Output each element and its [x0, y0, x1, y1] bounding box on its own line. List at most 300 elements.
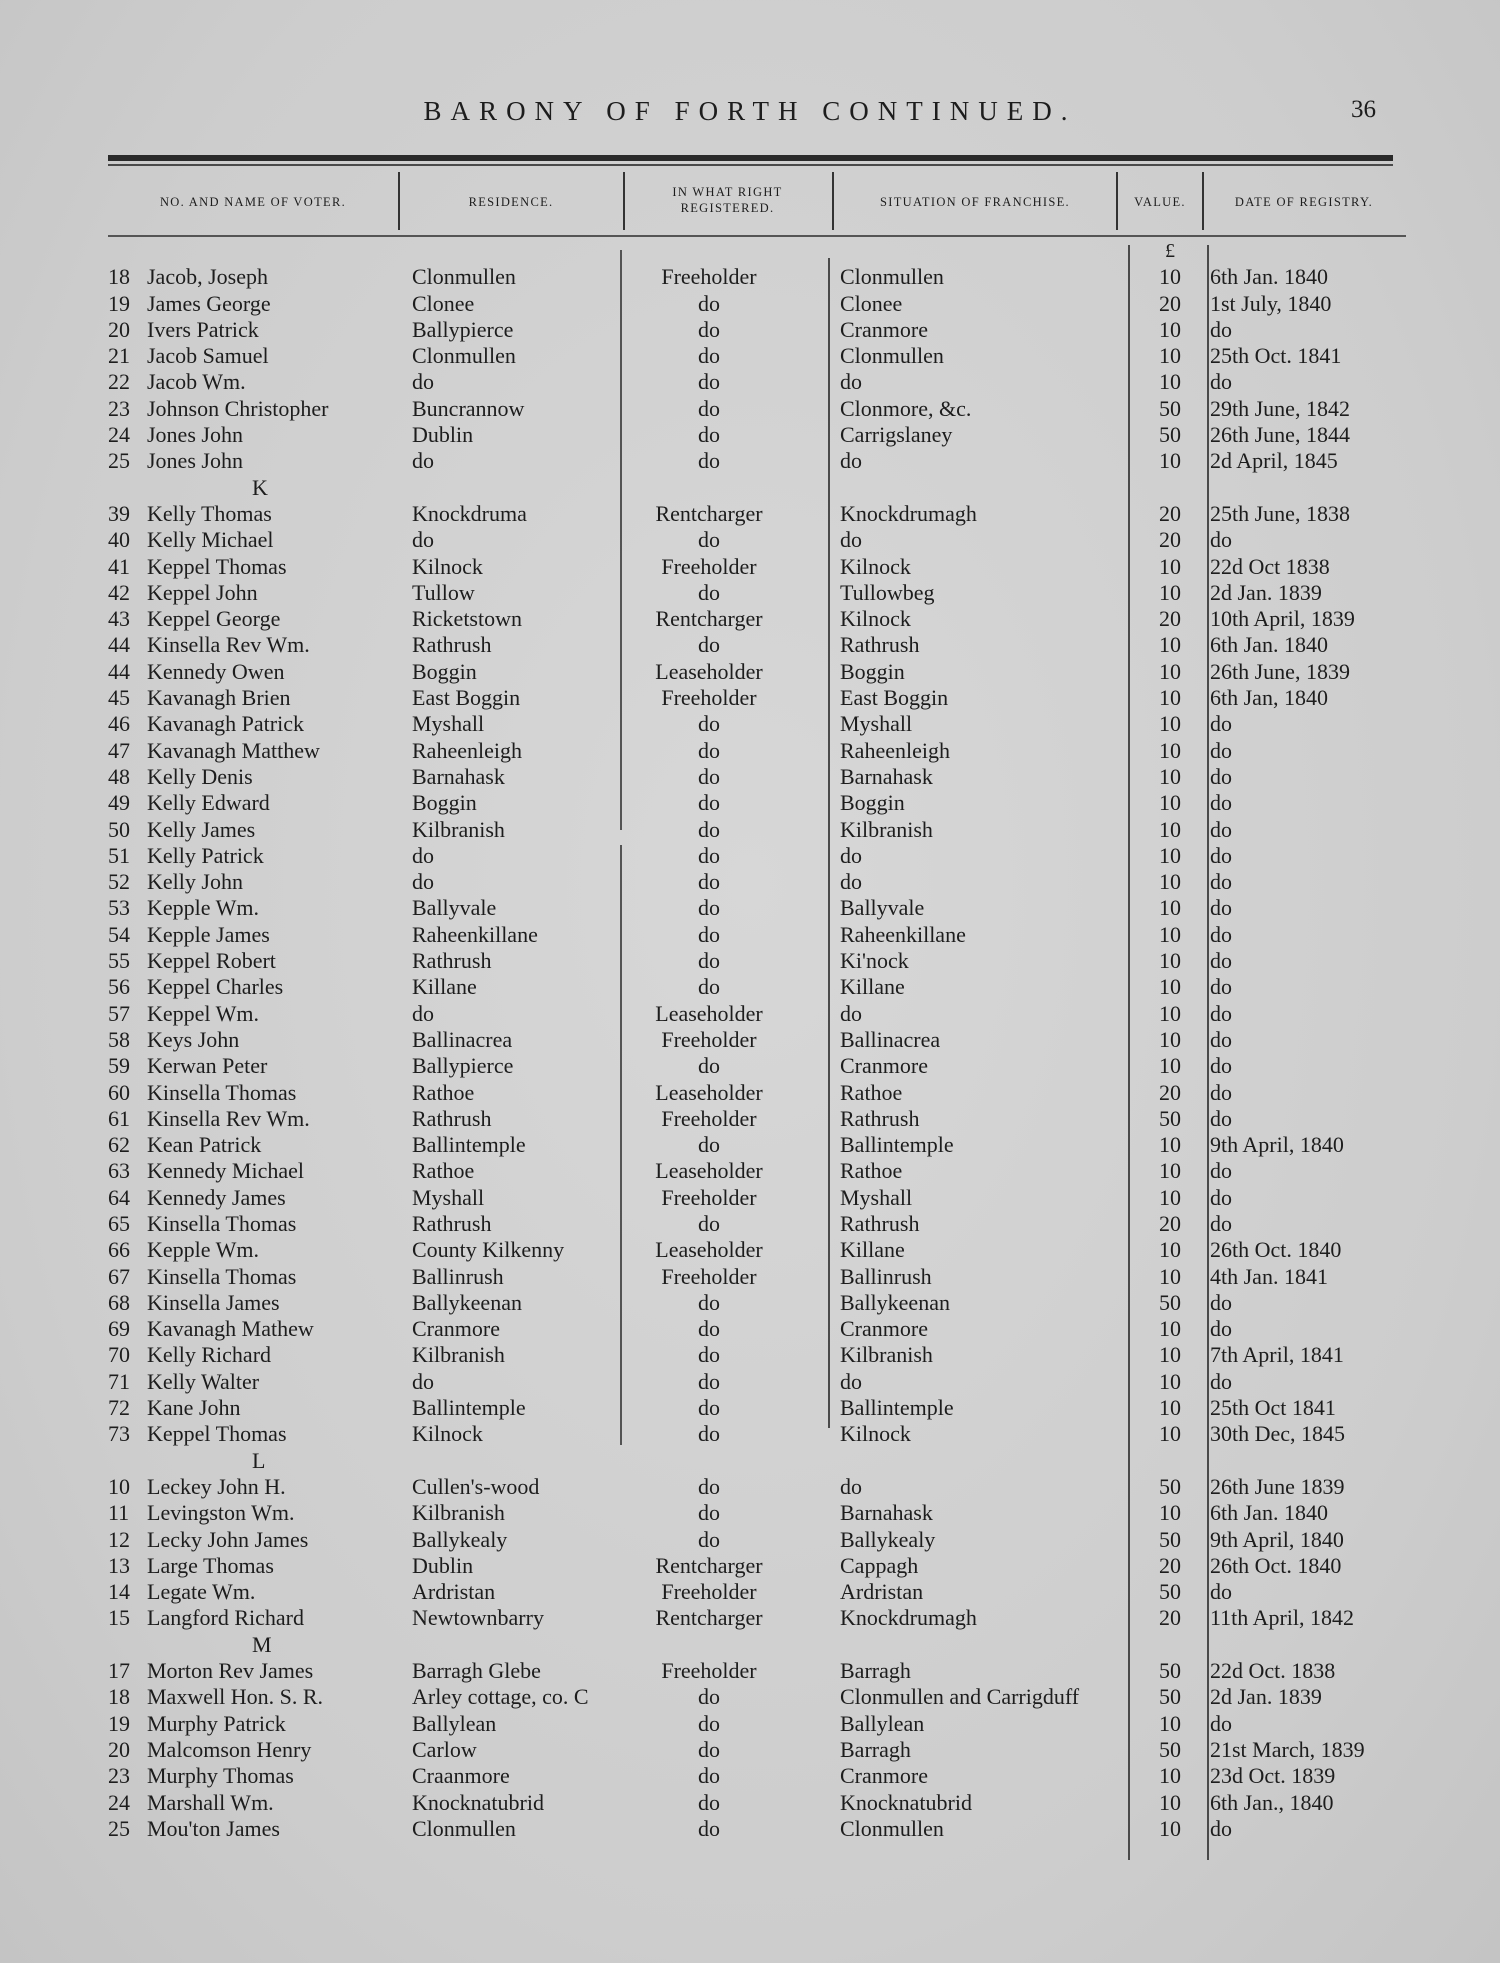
- table-row: [0, 343, 1500, 369]
- table-row: [0, 606, 1500, 632]
- voter-number: 58: [108, 1026, 130, 1052]
- franchise-situation-cell: Carrigslaney: [840, 422, 953, 448]
- value-cell: 50: [1159, 1526, 1181, 1552]
- voter-number: 68: [108, 1289, 130, 1315]
- table-row: [0, 1395, 1500, 1421]
- voter-number: 10: [108, 1473, 130, 1499]
- voter-name: Keppel Thomas: [147, 553, 287, 579]
- voter-number: 65: [108, 1210, 130, 1236]
- registry-date-cell: 26th June, 1839: [1210, 658, 1350, 684]
- franchise-situation-cell: Ballykeenan: [840, 1289, 950, 1315]
- value-cell: 50: [1159, 1736, 1181, 1762]
- right-registered-cell: do: [698, 842, 720, 868]
- running-title: BARONY OF FORTH CONTINUED.: [423, 96, 1077, 126]
- residence-cell: Raheenleigh: [412, 737, 522, 763]
- residence-cell: Ballypierce: [412, 1053, 514, 1079]
- franchise-situation-cell: do: [840, 869, 862, 895]
- residence-cell: Clonee: [412, 290, 475, 316]
- franchise-situation-cell: do: [840, 842, 862, 868]
- table-row: [0, 317, 1500, 343]
- franchise-situation-cell: Knockdrumagh: [840, 500, 977, 526]
- franchise-situation-cell: Boggin: [840, 658, 905, 684]
- voter-number: 69: [108, 1316, 130, 1342]
- voter-number: 50: [108, 816, 130, 842]
- residence-cell: Buncrannow: [412, 395, 525, 421]
- table-row: [0, 685, 1500, 711]
- right-registered-cell: do: [698, 711, 720, 737]
- residence-cell: East Boggin: [412, 685, 521, 711]
- franchise-situation-cell: do: [840, 527, 862, 553]
- residence-cell: Tullow: [412, 579, 475, 605]
- table-row: [0, 1474, 1500, 1500]
- value-cell: 50: [1159, 422, 1181, 448]
- franchise-situation-cell: Ballintemple: [840, 1395, 954, 1421]
- franchise-situation-cell: Ballinacrea: [840, 1026, 941, 1052]
- header-divider: [1116, 172, 1118, 230]
- voter-name: Keppel George: [147, 606, 281, 632]
- residence-cell: do: [412, 842, 434, 868]
- right-registered-cell: do: [698, 921, 720, 947]
- column-headers: [0, 172, 1500, 234]
- residence-cell: Ardristan: [412, 1579, 496, 1605]
- franchise-situation-cell: Ki'nock: [840, 948, 909, 974]
- right-registered-cell: do: [698, 369, 720, 395]
- value-cell: 10: [1159, 711, 1181, 737]
- franchise-situation-cell: Myshall: [840, 1184, 913, 1210]
- registry-date-cell: do: [1210, 974, 1232, 1000]
- right-registered-cell: Freeholder: [661, 1579, 757, 1605]
- right-registered-cell: do: [698, 422, 720, 448]
- right-registered-cell: Leaseholder: [655, 1079, 763, 1105]
- registry-date-cell: do: [1210, 1053, 1232, 1079]
- value-cell: 10: [1159, 1263, 1181, 1289]
- voter-number: 24: [108, 1789, 130, 1815]
- voter-name: Leckey John H.: [147, 1473, 286, 1499]
- table-row: [0, 922, 1500, 948]
- table-row: [0, 1421, 1500, 1447]
- voter-name: Kelly John: [147, 869, 243, 895]
- voter-name: Jones John: [147, 422, 243, 448]
- value-cell: 10: [1159, 658, 1181, 684]
- table-row: [0, 1527, 1500, 1553]
- franchise-situation-cell: do: [840, 1368, 862, 1394]
- voter-name: Kepple James: [147, 921, 270, 947]
- voter-number: 15: [108, 1605, 130, 1631]
- table-row: [0, 1080, 1500, 1106]
- registry-date-cell: do: [1210, 790, 1232, 816]
- value-cell: 10: [1159, 1184, 1181, 1210]
- voter-number: 23: [108, 1763, 130, 1789]
- voter-name: Kennedy Owen: [147, 658, 285, 684]
- residence-cell: Kilnock: [412, 1421, 483, 1447]
- registry-date-cell: 10th April, 1839: [1210, 606, 1355, 632]
- residence-cell: Ballinrush: [412, 1263, 504, 1289]
- voter-name: Keppel Wm.: [147, 1000, 260, 1026]
- residence-cell: Myshall: [412, 1184, 485, 1210]
- header-situation: SITUATION OF FRANCHISE.: [880, 195, 1070, 209]
- voter-number: 13: [108, 1552, 130, 1578]
- franchise-situation-cell: Rathrush: [840, 632, 920, 658]
- value-cell: 10: [1159, 1342, 1181, 1368]
- table-row: [0, 1001, 1500, 1027]
- registry-date-cell: 23d Oct. 1839: [1210, 1763, 1336, 1789]
- section-letter: M: [252, 1631, 272, 1657]
- voter-number: 44: [108, 658, 130, 684]
- value-cell: 10: [1159, 1815, 1181, 1841]
- header-divider: [1202, 172, 1204, 230]
- section-letter: K: [252, 474, 268, 500]
- residence-cell: Rathrush: [412, 632, 492, 658]
- right-registered-cell: do: [698, 632, 720, 658]
- voter-name: Kavanagh Patrick: [147, 711, 304, 737]
- right-registered-cell: Freeholder: [661, 1658, 757, 1684]
- voter-number: 20: [108, 316, 130, 342]
- value-cell: 10: [1159, 737, 1181, 763]
- header-divider: [623, 172, 625, 230]
- residence-cell: Ballylean: [412, 1710, 497, 1736]
- residence-cell: County Kilkenny: [412, 1237, 565, 1263]
- franchise-situation-cell: Clonmullen: [840, 264, 944, 290]
- registry-date-cell: do: [1210, 1316, 1232, 1342]
- table-row: [0, 869, 1500, 895]
- residence-cell: Kilbranish: [412, 1500, 505, 1526]
- voter-number: 62: [108, 1132, 130, 1158]
- header-no-and-name: NO. AND NAME OF VOTER.: [159, 195, 346, 209]
- voter-number: 72: [108, 1395, 130, 1421]
- registry-date-cell: do: [1210, 1815, 1232, 1841]
- franchise-situation-cell: East Boggin: [840, 685, 949, 711]
- residence-cell: Kilbranish: [412, 816, 505, 842]
- right-registered-cell: do: [698, 1473, 720, 1499]
- franchise-situation-cell: Cranmore: [840, 316, 928, 342]
- registry-date-cell: 6th Jan., 1840: [1210, 1789, 1334, 1815]
- franchise-situation-cell: Barragh: [840, 1736, 911, 1762]
- voter-number: 19: [108, 1710, 130, 1736]
- residence-cell: Ballykeenan: [412, 1289, 522, 1315]
- right-registered-cell: do: [698, 290, 720, 316]
- table-row: [0, 291, 1500, 317]
- voter-number: 40: [108, 527, 130, 553]
- value-cell: 10: [1159, 685, 1181, 711]
- registry-date-cell: 9th April, 1840: [1210, 1132, 1344, 1158]
- value-cell: 10: [1159, 1026, 1181, 1052]
- franchise-situation-cell: Knockdrumagh: [840, 1605, 977, 1631]
- value-cell: 10: [1159, 869, 1181, 895]
- franchise-situation-cell: Clonee: [840, 290, 903, 316]
- residence-cell: do: [412, 1000, 434, 1026]
- voter-number: 55: [108, 948, 130, 974]
- value-cell: 10: [1159, 369, 1181, 395]
- registry-date-cell: 7th April, 1841: [1210, 1342, 1344, 1368]
- voter-number: 25: [108, 1815, 130, 1841]
- franchise-situation-cell: Kilnock: [840, 553, 911, 579]
- voter-table: [0, 238, 1500, 1842]
- voter-name: Kelly Richard: [147, 1342, 272, 1368]
- right-registered-cell: do: [698, 1736, 720, 1762]
- right-registered-cell: do: [698, 343, 720, 369]
- registry-date-cell: do: [1210, 921, 1232, 947]
- residence-cell: Arley cottage, co. C: [412, 1684, 589, 1710]
- franchise-situation-cell: Clonmore, &c.: [840, 395, 972, 421]
- right-registered-cell: do: [698, 763, 720, 789]
- voter-name: Morton Rev James: [147, 1658, 314, 1684]
- residence-cell: Barragh Glebe: [412, 1658, 541, 1684]
- value-cell: 10: [1159, 948, 1181, 974]
- registry-date-cell: do: [1210, 369, 1232, 395]
- table-row: [0, 1684, 1500, 1710]
- voter-name: Jones John: [147, 448, 243, 474]
- value-cell: 10: [1159, 579, 1181, 605]
- voter-number: 52: [108, 869, 130, 895]
- voter-number: 51: [108, 842, 130, 868]
- franchise-situation-cell: Boggin: [840, 790, 905, 816]
- voter-number: 53: [108, 895, 130, 921]
- residence-cell: Clonmullen: [412, 264, 516, 290]
- registry-date-cell: 26th Oct. 1840: [1210, 1552, 1342, 1578]
- right-registered-cell: do: [698, 395, 720, 421]
- value-cell: 10: [1159, 1395, 1181, 1421]
- table-row: [0, 264, 1500, 290]
- table-row: [0, 1264, 1500, 1290]
- registry-date-cell: 26th Oct. 1840: [1210, 1237, 1342, 1263]
- registry-date-cell: 26th June 1839: [1210, 1473, 1345, 1499]
- registry-date-cell: 9th April, 1840: [1210, 1526, 1344, 1552]
- registry-date-cell: 21st March, 1839: [1210, 1736, 1365, 1762]
- value-cell: 10: [1159, 1316, 1181, 1342]
- header-value: VALUE.: [1134, 195, 1186, 209]
- table-row: [0, 764, 1500, 790]
- voter-number: 19: [108, 290, 130, 316]
- registry-date-cell: 6th Jan. 1840: [1210, 264, 1328, 290]
- table-row: [0, 396, 1500, 422]
- voter-name: Kean Patrick: [147, 1132, 262, 1158]
- residence-cell: Dublin: [412, 1552, 474, 1578]
- value-cell: 10: [1159, 763, 1181, 789]
- table-row: [0, 974, 1500, 1000]
- value-cell: 50: [1159, 1658, 1181, 1684]
- column-header-rule: [108, 235, 1406, 237]
- voter-name: Keppel Robert: [147, 948, 276, 974]
- residence-cell: Newtownbarry: [412, 1605, 544, 1631]
- registry-date-cell: 25th June, 1838: [1210, 500, 1350, 526]
- right-registered-cell: do: [698, 790, 720, 816]
- table-row: [0, 580, 1500, 606]
- voter-number: 25: [108, 448, 130, 474]
- voter-number: 17: [108, 1658, 130, 1684]
- value-cell: 50: [1159, 1473, 1181, 1499]
- franchise-situation-cell: do: [840, 369, 862, 395]
- table-row: [0, 1658, 1500, 1684]
- registry-date-cell: do: [1210, 1184, 1232, 1210]
- registry-date-cell: do: [1210, 527, 1232, 553]
- section-heading: [0, 1448, 1500, 1474]
- table-row: [0, 1027, 1500, 1053]
- header-date: DATE OF REGISTRY.: [1234, 195, 1374, 209]
- right-registered-cell: do: [698, 448, 720, 474]
- right-registered-cell: Rentcharger: [655, 500, 763, 526]
- running-head: [0, 92, 1500, 132]
- right-registered-cell: Freeholder: [661, 1263, 757, 1289]
- voter-number: 70: [108, 1342, 130, 1368]
- right-registered-cell: do: [698, 869, 720, 895]
- value-cell: 10: [1159, 1763, 1181, 1789]
- right-registered-cell: Leaseholder: [655, 1237, 763, 1263]
- registry-date-cell: 26th June, 1844: [1210, 422, 1350, 448]
- voter-number: 54: [108, 921, 130, 947]
- voter-name: Large Thomas: [147, 1552, 274, 1578]
- voter-name: Lecky John James: [147, 1526, 309, 1552]
- right-registered-cell: do: [698, 895, 720, 921]
- right-registered-cell: do: [698, 1684, 720, 1710]
- voter-name: Kavanagh Mathew: [147, 1316, 314, 1342]
- table-row: [0, 1790, 1500, 1816]
- voter-number: 61: [108, 1105, 130, 1131]
- value-cell: 10: [1159, 343, 1181, 369]
- voter-number: 20: [108, 1736, 130, 1762]
- right-registered-cell: do: [698, 1500, 720, 1526]
- residence-cell: Clonmullen: [412, 343, 516, 369]
- franchise-situation-cell: Kilbranish: [840, 816, 933, 842]
- value-unit: £: [1165, 240, 1175, 262]
- registry-date-cell: 2d Jan. 1839: [1210, 579, 1322, 605]
- header-right-line2: REGISTERED.: [680, 201, 775, 215]
- registry-date-cell: do: [1210, 1368, 1232, 1394]
- value-cell: 10: [1159, 632, 1181, 658]
- value-cell: 20: [1159, 606, 1181, 632]
- voter-name: Keppel Thomas: [147, 1421, 287, 1447]
- franchise-situation-cell: Clonmullen: [840, 1815, 944, 1841]
- right-registered-cell: do: [698, 1763, 720, 1789]
- voter-number: 56: [108, 974, 130, 1000]
- table-row: [0, 1342, 1500, 1368]
- value-cell: 10: [1159, 1132, 1181, 1158]
- voter-name: Kelly Patrick: [147, 842, 264, 868]
- residence-cell: Myshall: [412, 711, 485, 737]
- right-registered-cell: Freeholder: [661, 264, 757, 290]
- residence-cell: Rathrush: [412, 1210, 492, 1236]
- franchise-situation-cell: Rathoe: [840, 1079, 903, 1105]
- value-cell: 10: [1159, 1237, 1181, 1263]
- table-row: [0, 659, 1500, 685]
- voter-name: Jacob Wm.: [147, 369, 246, 395]
- residence-cell: Rathoe: [412, 1158, 475, 1184]
- residence-cell: Boggin: [412, 790, 477, 816]
- right-registered-cell: Rentcharger: [655, 1605, 763, 1631]
- header-divider: [832, 172, 834, 230]
- voter-name: Kelly Walter: [147, 1368, 260, 1394]
- voter-number: 45: [108, 685, 130, 711]
- right-registered-cell: do: [698, 527, 720, 553]
- value-cell: 10: [1159, 921, 1181, 947]
- right-registered-cell: Leaseholder: [655, 658, 763, 684]
- value-cell: 10: [1159, 553, 1181, 579]
- value-cell: 10: [1159, 974, 1181, 1000]
- voter-name: Levingston Wm.: [147, 1500, 295, 1526]
- residence-cell: do: [412, 448, 434, 474]
- residence-cell: Kilbranish: [412, 1342, 505, 1368]
- table-row: [0, 1211, 1500, 1237]
- right-registered-cell: do: [698, 1053, 720, 1079]
- voter-name: Mou'ton James: [147, 1815, 280, 1841]
- table-row: [0, 843, 1500, 869]
- residence-cell: Killane: [412, 974, 477, 1000]
- voter-name: Legate Wm.: [147, 1579, 256, 1605]
- value-unit-row: [0, 238, 1500, 264]
- residence-cell: Ricketstown: [412, 606, 522, 632]
- franchise-situation-cell: Tullowbeg: [840, 579, 935, 605]
- franchise-situation-cell: do: [840, 1473, 862, 1499]
- table-row: [0, 1763, 1500, 1789]
- residence-cell: Ballintemple: [412, 1132, 526, 1158]
- voter-number: 73: [108, 1421, 130, 1447]
- table-row: [0, 895, 1500, 921]
- registry-date-cell: do: [1210, 948, 1232, 974]
- right-registered-cell: do: [698, 1342, 720, 1368]
- registry-date-cell: 1st July, 1840: [1210, 290, 1332, 316]
- registry-date-cell: do: [1210, 737, 1232, 763]
- franchise-situation-cell: Cranmore: [840, 1053, 928, 1079]
- table-row: [0, 790, 1500, 816]
- table-row: [0, 1369, 1500, 1395]
- table-row: [0, 817, 1500, 843]
- voter-number: 64: [108, 1184, 130, 1210]
- registry-date-cell: do: [1210, 895, 1232, 921]
- voter-name: Kinsella Thomas: [147, 1263, 297, 1289]
- franchise-situation-cell: do: [840, 448, 862, 474]
- right-registered-cell: Rentcharger: [655, 606, 763, 632]
- table-row: [0, 1737, 1500, 1763]
- value-cell: 50: [1159, 1579, 1181, 1605]
- value-cell: 10: [1159, 1421, 1181, 1447]
- voter-number: 60: [108, 1079, 130, 1105]
- franchise-situation-cell: Killane: [840, 974, 905, 1000]
- voter-number: 41: [108, 553, 130, 579]
- voter-number: 66: [108, 1237, 130, 1263]
- franchise-situation-cell: Raheenkillane: [840, 921, 966, 947]
- table-row: [0, 1711, 1500, 1737]
- residence-cell: Knocknatubrid: [412, 1789, 544, 1815]
- voter-number: 22: [108, 369, 130, 395]
- table-row: [0, 1106, 1500, 1132]
- residence-cell: Ballykealy: [412, 1526, 508, 1552]
- value-cell: 20: [1159, 1552, 1181, 1578]
- franchise-situation-cell: Raheenleigh: [840, 737, 950, 763]
- value-cell: 10: [1159, 316, 1181, 342]
- voter-name: Marshall Wm.: [147, 1789, 274, 1815]
- registry-date-cell: do: [1210, 1210, 1232, 1236]
- table-row: [0, 1316, 1500, 1342]
- registry-date-cell: do: [1210, 1289, 1232, 1315]
- voter-number: 21: [108, 343, 130, 369]
- table-row: [0, 1290, 1500, 1316]
- header-rule-thick: [108, 155, 1393, 161]
- residence-cell: Clonmullen: [412, 1815, 516, 1841]
- voter-name: James George: [147, 290, 271, 316]
- value-cell: 50: [1159, 1289, 1181, 1315]
- voter-name: Kinsella Thomas: [147, 1210, 297, 1236]
- registry-date-cell: do: [1210, 1710, 1232, 1736]
- right-registered-cell: do: [698, 1526, 720, 1552]
- voter-name: Murphy Patrick: [147, 1710, 286, 1736]
- voter-number: 42: [108, 579, 130, 605]
- value-cell: 10: [1159, 842, 1181, 868]
- voter-number: 11: [108, 1500, 130, 1526]
- registry-date-cell: do: [1210, 1158, 1232, 1184]
- voter-name: Keppel John: [147, 579, 258, 605]
- franchise-situation-cell: do: [840, 1000, 862, 1026]
- right-registered-cell: do: [698, 816, 720, 842]
- voter-name: Kepple Wm.: [147, 895, 260, 921]
